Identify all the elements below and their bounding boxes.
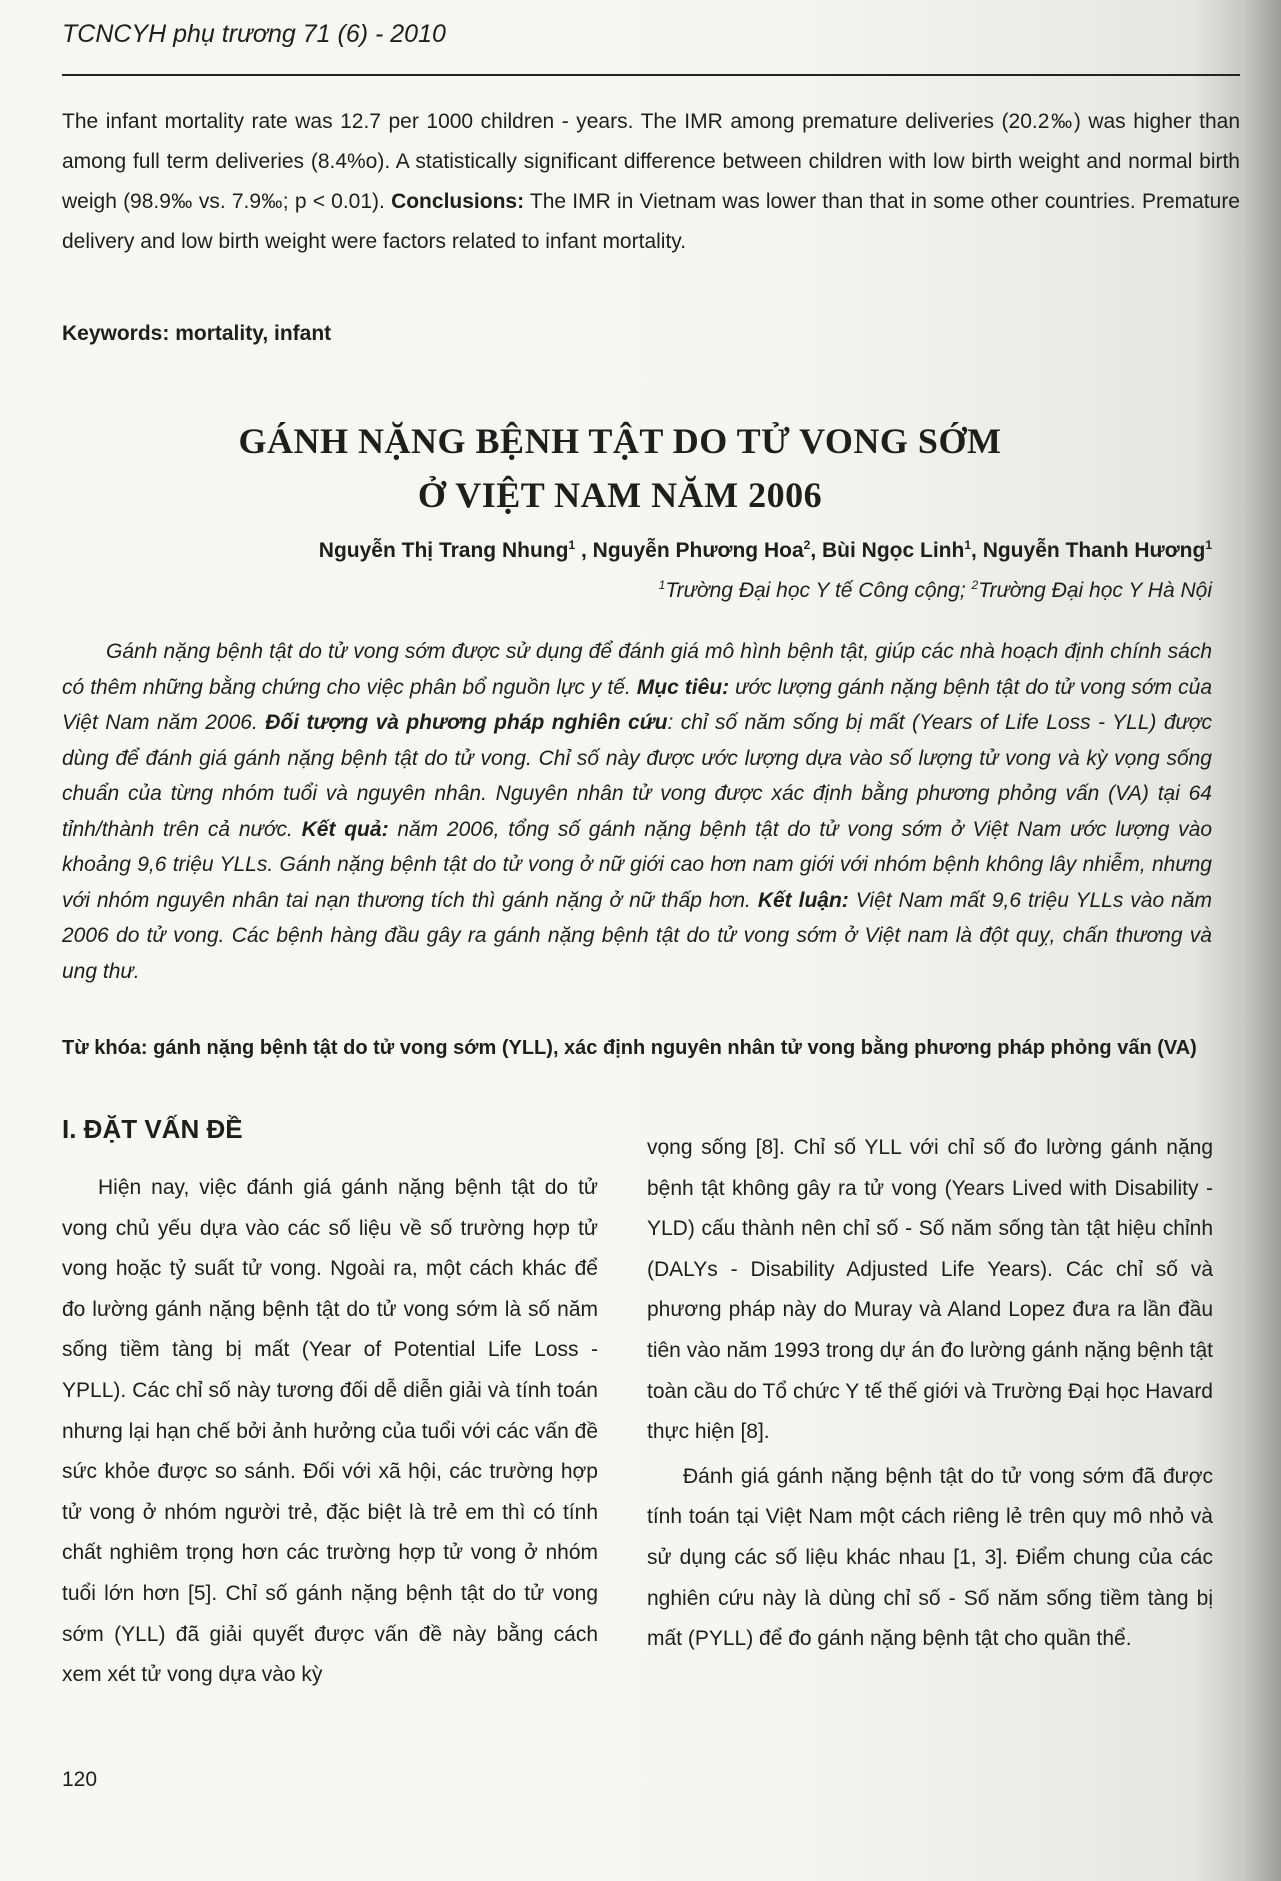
- author-separator: ,: [971, 539, 983, 562]
- author-affiliation-mark: 1: [1205, 538, 1212, 552]
- objective-label: Mục tiêu:: [636, 675, 730, 699]
- author-list: [62, 538, 1212, 563]
- affiliation-name: Trường Đại học Y Hà Nội: [978, 579, 1212, 602]
- right-column: [647, 1128, 1213, 1660]
- results-label: Kết quả:: [301, 817, 389, 841]
- abstract-results: The infant mortality rate was 12.7 per 1000 children - years. The IMR among premature deliveries (20.2‰) was higher than among full term deliveries (8.4%o). A statistically significant difference between children with low birth weight and normal birth weigh (98.9‰ vs. 7.9‰; p < 0.01).: [62, 110, 1240, 213]
- author-affiliation-mark: 1: [568, 538, 576, 552]
- vietnamese-keywords: Từ khóa: gánh nặng bệnh tật do tử vong sớm (YLL), xác định nguyên nhân tử vong bằng phương pháp phỏng vấn (VA): [62, 1037, 1197, 1059]
- abstract-results-vn: năm 2006, tổng số gánh nặng bệnh tật do tử vong sớm ở Việt Nam ước lượng vào khoảng 9,6 triệu YLLs. Gánh nặng bệnh tật do tử vong ở nữ giới cao hơn nam giới với nhóm bệnh không lây nhiễm, nhưng với nhóm nguyên nhân tai nạn thương tích thì gánh nặng ở nữ thấp hơn.: [62, 817, 1213, 912]
- running-header: TCNCYH phụ trương 71 (6) - 2010: [62, 20, 446, 48]
- right-column-paragraph-1: vọng sống [8]. Chỉ số YLL với chỉ số đo lường gánh nặng bệnh tật không gây ra tử vong (Years Lived with Disability - YLD) cấu thành nên chỉ số - Số năm sống tàn tật hiệu chỉnh (DALYs - Disability Adjusted Life Years). Các chỉ số và phương pháp này do Muray và Aland Lopez đưa ra lần đầu tiên vào năm 1993 trong dự án đo lường gánh nặng bệnh tật toàn cầu do Tổ chức Y tế thế giới và Trường Đại học Havard thực hiện [8].: [647, 1136, 1213, 1444]
- methods-label: Đối tượng và phương pháp nghiên cứu: [265, 711, 668, 734]
- left-column-paragraph: Hiện nay, việc đánh giá gánh nặng bệnh tật do tử vong chủ yếu dựa vào các số liệu về số trường hợp tử vong hoặc tỷ suất tử vong. Ngoài ra, một cách khác để đo lường gánh nặng bệnh tật do tử vong sớm là số năm sống tiềm tàng bị mất (Year of Potential Life Loss - YPLL). Các chỉ số này tương đối dễ diễn giải và tính toán nhưng lại hạn chế bởi ảnh hưởng của tuổi với các vấn đề sức khỏe được so sánh. Đối với xã hội, các trường hợp tử vong ở nhóm người trẻ, đặc biệt là trẻ em thì có tính chất nghiêm trọng hơn các trường hợp tử vong ở nhóm tuổi lớn hơn [5]. Chỉ số gánh nặng bệnh tật do tử vong sớm (YLL) đã giải quyết được vấn đề này bằng cách xem xét tử vong dựa vào kỳ: [62, 1176, 598, 1687]
- abstract-methods: : chỉ số năm sống bị mất (Years of Life Loss - YLL) được dùng để đánh giá gánh nặng bệnh tật do tử vong. Chỉ số này được ước lượng dựa vào số lượng tử vong và kỳ vọng sống chuẩn của từng nhóm tuổi và nguyên nhân. Nguyên nhân tử vong được xác định bằng phương phỏng vấn (VA) tại 64 tỉnh/thành trên cả nước.: [62, 711, 1212, 841]
- author-separator: ,: [810, 539, 822, 562]
- abstract-intro: Gánh nặng bệnh tật do tử vong sớm được sử dụng để đánh giá mô hình bệnh tật, giúp các nhà hoạch định chính sách có thêm những bằng chứng cho việc phân bổ nguồn lực y tế.: [62, 640, 1212, 699]
- abstract-conclusion-vn: Việt Nam mất 9,6 triệu YLLs vào năm 2006 do tử vong. Các bệnh hàng đầu gây ra gánh nặng bệnh tật do tử vong sớm ở Việt nam là đột quỵ, chấn thương và ung thư.: [62, 888, 1212, 983]
- author-name: Nguyễn Phương Hoa: [592, 539, 804, 562]
- author-name: Nguyễn Thị Trang Nhung: [318, 539, 569, 562]
- conclusion-label: Kết luận:: [757, 888, 849, 912]
- right-column-paragraph-2: Đánh giá gánh nặng bệnh tật do tử vong sớm đã được tính toán tại Việt Nam một cách riêng lẻ trên quy mô nhỏ và sử dụng các số liệu khác nhau [1, 3]. Điểm chung của các nghiên cứu này là dùng chỉ số - Số năm sống tiềm tàng bị mất (PYLL) để đo gánh nặng bệnh tật cho quần thể.: [647, 1464, 1213, 1651]
- header-rule: [62, 74, 1240, 76]
- english-abstract: [62, 102, 1240, 262]
- author-affiliation-mark: 2: [803, 538, 811, 552]
- author-separator: ,: [575, 539, 593, 562]
- author-name: Bùi Ngọc Linh: [822, 539, 965, 562]
- affiliation-name: Trường Đại học Y tế Công cộng;: [665, 579, 972, 602]
- author-affiliation-mark: 1: [964, 538, 972, 552]
- article-title-line1: GÁNH NẶNG BỆNH TẬT DO TỬ VONG SỚM: [238, 421, 1002, 461]
- page-number: 120: [62, 1768, 98, 1791]
- section-heading: I. ĐẶT VẤN ĐỀ: [62, 1114, 243, 1144]
- affiliation-number: 1: [658, 578, 666, 592]
- abstract-conclusions: The IMR in Vietnam was lower than that in some other countries. Premature delivery and low birth weight were factors related to infant mortality.: [62, 190, 1240, 253]
- abstract-objective: ước lượng gánh nặng bệnh tật do tử vong sớm của Việt Nam năm 2006.: [62, 675, 1212, 734]
- author-name: Nguyễn Thanh Hương: [982, 539, 1206, 562]
- article-title-line2: Ở VIỆT NAM NĂM 2006: [417, 475, 823, 515]
- vietnamese-abstract: [62, 634, 1212, 989]
- affiliation-number: 2: [971, 578, 979, 592]
- affiliations: [62, 578, 1212, 603]
- conclusions-label: Conclusions:: [391, 190, 525, 213]
- english-keywords: Keywords: mortality, infant: [62, 322, 332, 345]
